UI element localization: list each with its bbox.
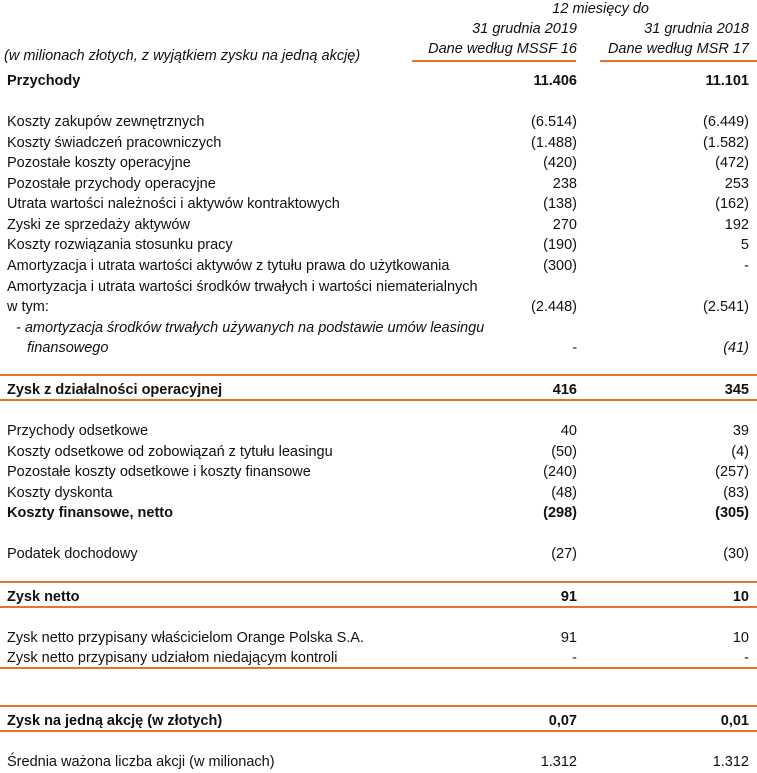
value-2019: (6.514) xyxy=(531,114,577,130)
value-2019: (240) xyxy=(543,464,577,480)
value-2018: 192 xyxy=(724,217,749,233)
value-2019: 0,07 xyxy=(548,713,577,729)
value-2018: (83) xyxy=(723,485,749,501)
value-2019: (27) xyxy=(551,546,577,562)
col2-date: 31 grudnia 2018 xyxy=(644,21,749,37)
section-rule xyxy=(0,399,757,401)
value-2018: 5 xyxy=(740,237,749,253)
value-2019: 1.312 xyxy=(540,754,577,770)
row-label: Zysk netto xyxy=(7,589,80,605)
row-label: Koszty odsetkowe od zobowiązań z tytułu leasingu xyxy=(7,444,333,460)
value-2019: - xyxy=(572,650,577,666)
value-2019: (298) xyxy=(543,505,577,521)
row-label: Zysk netto przypisany udziałom niedającym kontroli xyxy=(7,650,338,666)
units-note: (w milionach złotych, z wyjątkiem zysku na jedną akcję) xyxy=(4,48,361,64)
value-2018: (4) xyxy=(731,444,749,460)
value-2018: 10 xyxy=(732,630,749,646)
value-2019: 238 xyxy=(552,176,577,192)
col2-header-rule xyxy=(600,60,757,62)
row-label: Koszty dyskonta xyxy=(7,485,113,501)
value-2018: (472) xyxy=(715,155,749,171)
section-rule xyxy=(0,730,757,732)
value-2018: (6.449) xyxy=(703,114,749,130)
value-2019: 91 xyxy=(560,630,577,646)
value-2019: 416 xyxy=(552,382,577,398)
row-label: Pozostałe przychody operacyjne xyxy=(7,176,216,192)
col1-date: 31 grudnia 2019 xyxy=(472,21,577,37)
col1-basis: Dane według MSSF 16 xyxy=(428,41,577,57)
value-2018: 0,01 xyxy=(720,713,749,729)
row-label: Koszty zakupów zewnętrznych xyxy=(7,114,205,130)
col1-header-rule xyxy=(412,60,576,62)
row-label: Zysk netto przypisany właścicielom Orange Polska S.A. xyxy=(7,630,364,646)
value-2019: (190) xyxy=(543,237,577,253)
row-label: Pozostałe koszty operacyjne xyxy=(7,155,191,171)
value-2019: (2.448) xyxy=(531,299,577,315)
row-label: Amortyzacja i utrata wartości środków trwałych i wartości niematerialnych xyxy=(7,279,478,295)
value-2018: (162) xyxy=(715,196,749,212)
row-label: Przychody odsetkowe xyxy=(7,423,149,439)
row-label: Amortyzacja i utrata wartości aktywów z tytułu prawa do użytkowania xyxy=(7,258,450,274)
value-2018: (30) xyxy=(723,546,749,562)
value-2018: 253 xyxy=(724,176,749,192)
value-2019: 40 xyxy=(560,423,577,439)
value-2019: (138) xyxy=(543,196,577,212)
value-2019: 11.406 xyxy=(533,73,577,89)
period-header: 12 miesięcy do xyxy=(552,1,649,17)
value-2018: 10 xyxy=(732,589,749,605)
value-2018: (1.582) xyxy=(703,135,749,151)
value-2019: (48) xyxy=(551,485,577,501)
row-label: Utrata wartości należności i aktywów kontraktowych xyxy=(7,196,340,212)
row-label: Pozostałe koszty odsetkowe i koszty finansowe xyxy=(7,464,311,480)
value-2018: (305) xyxy=(715,505,749,521)
value-2019: 270 xyxy=(552,217,577,233)
row-label-continued: w tym: xyxy=(7,299,49,315)
row-label: Zyski ze sprzedaży aktywów xyxy=(7,217,190,233)
value-2018: (257) xyxy=(715,464,749,480)
value-2019: (300) xyxy=(543,258,577,274)
value-2018: (2.541) xyxy=(703,299,749,315)
section-rule xyxy=(0,581,757,583)
value-2018: 39 xyxy=(732,423,749,439)
value-2019: 91 xyxy=(560,589,577,605)
row-label: Zysk z działalności operacyjnej xyxy=(7,382,223,398)
section-rule xyxy=(0,705,757,707)
value-2019: (1.488) xyxy=(531,135,577,151)
row-label: Przychody xyxy=(7,73,81,89)
col2-basis: Dane według MSR 17 xyxy=(607,41,749,57)
value-2019: - xyxy=(572,340,577,356)
section-rule xyxy=(0,606,757,608)
section-rule xyxy=(0,667,757,669)
value-2018: 11.101 xyxy=(705,73,749,89)
row-label: Średnia ważona liczba akcji (w milionach) xyxy=(7,754,275,770)
value-2018: - xyxy=(744,650,749,666)
value-2018: (41) xyxy=(723,340,749,356)
value-2018: 1.312 xyxy=(712,754,749,770)
row-label-continued: finansowego xyxy=(27,340,109,356)
row-label: - amortyzacja środków trwałych używanych na podstawie umów leasingu xyxy=(16,320,485,336)
value-2018: - xyxy=(744,258,749,274)
row-label: Koszty rozwiązania stosunku pracy xyxy=(7,237,233,253)
row-label: Koszty świadczeń pracowniczych xyxy=(7,135,222,151)
value-2019: (50) xyxy=(551,444,577,460)
row-label: Podatek dochodowy xyxy=(7,546,138,562)
row-label: Zysk na jedną akcję (w złotych) xyxy=(7,713,223,729)
row-label: Koszty finansowe, netto xyxy=(7,505,173,521)
section-rule xyxy=(0,374,757,376)
value-2019: (420) xyxy=(543,155,577,171)
value-2018: 345 xyxy=(724,382,749,398)
